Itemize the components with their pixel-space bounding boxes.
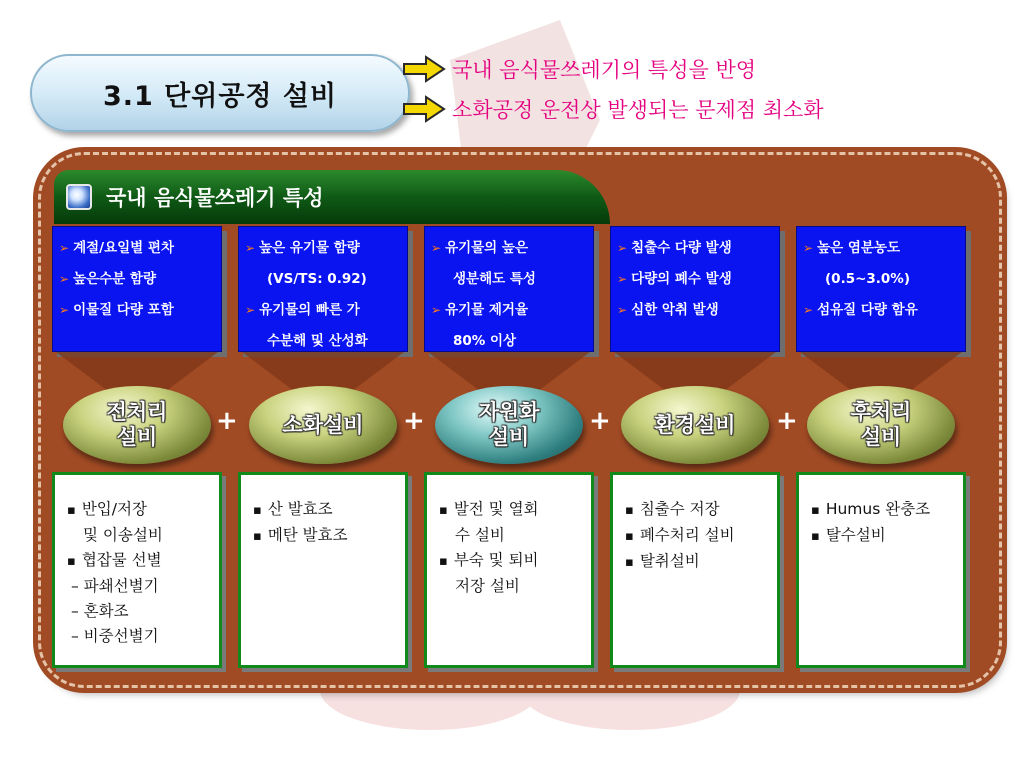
pointer-arrow-icon: ➢	[617, 272, 628, 286]
characteristic-text: 높은 염분농도	[817, 240, 901, 256]
process-label-line2: 설비	[860, 425, 902, 449]
equipment-item: ▪ 탈취설비	[625, 549, 767, 575]
pointer-arrow-icon: ➢	[59, 241, 70, 255]
characteristic-text: 다량의 폐수 발생	[631, 271, 732, 287]
characteristic-text: 생분해도 특성	[453, 271, 536, 287]
note-row-2	[402, 94, 824, 124]
equipment-item: – 비중선별기	[71, 627, 159, 645]
process-label-line1: 후처리	[850, 400, 912, 424]
characteristic-item	[617, 295, 773, 326]
characteristic-text: 수분해 및 산성화	[267, 333, 368, 349]
equipment-item: ▪ 탈수설비	[811, 523, 953, 549]
pointer-arrow-icon: ➢	[803, 241, 814, 255]
characteristic-text: 섬유질 다량 함유	[817, 302, 918, 318]
process-label-line1: 전처리	[106, 400, 168, 424]
equipment-item: ▪ 협잡물 선별	[67, 548, 209, 574]
characteristics-header-label: 국내 음식물쓰레기 특성	[106, 186, 324, 210]
equipment-box	[52, 472, 222, 668]
pointer-arrow-icon: ➢	[245, 241, 256, 255]
process-label	[654, 413, 735, 438]
characteristic-text: 심한 악취 발생	[631, 302, 719, 318]
note-text-2: 소화공정 운전상 발생되는 문제점 최소화	[452, 98, 824, 122]
characteristic-item	[431, 264, 587, 295]
equipment-item: – 파쇄선별기	[71, 577, 159, 595]
characteristic-item	[803, 233, 959, 264]
equipment-item: ▪ 발전 및 열회	[439, 497, 581, 523]
equipment-box	[238, 472, 408, 668]
characteristic-box	[238, 226, 408, 352]
pointer-arrow-icon: ➢	[431, 241, 442, 255]
characteristic-item	[617, 233, 773, 264]
characteristic-item	[431, 295, 587, 326]
characteristic-text: 유기물 제거율	[445, 302, 529, 318]
process-oval	[435, 386, 583, 464]
characteristic-text: 유기물의 높은	[445, 240, 529, 256]
characteristic-item	[431, 233, 587, 264]
equipment-item: 저장 설비	[455, 577, 520, 595]
process-label	[479, 400, 540, 450]
plus-sign: +	[216, 406, 238, 436]
equipment-box	[796, 472, 966, 668]
characteristic-text: (0.5~3.0%)	[825, 271, 911, 287]
characteristic-text: 계절/요일별 편차	[73, 240, 174, 256]
right-arrow-icon	[402, 95, 446, 123]
characteristic-box	[52, 226, 222, 352]
equipment-item: ▪ 부숙 및 퇴비	[439, 548, 581, 574]
characteristic-item	[59, 264, 215, 295]
plus-sign: +	[776, 406, 798, 436]
equipment-item: – 혼화조	[71, 602, 129, 620]
characteristic-item	[803, 295, 959, 326]
characteristic-text: 유기물의 빠른 가	[259, 302, 360, 318]
characteristic-item	[245, 295, 401, 326]
equipment-item: ▪ 반입/저장	[67, 497, 209, 523]
pointer-arrow-icon: ➢	[803, 303, 814, 317]
characteristic-text: (VS/TS: 0.92)	[267, 271, 367, 287]
characteristic-text: 높은 유기물 함량	[259, 240, 360, 256]
characteristic-text: 높은수분 함량	[73, 271, 157, 287]
note-text-1: 국내 음식물쓰레기의 특성을 반영	[452, 58, 757, 82]
characteristic-item	[245, 233, 401, 264]
process-label-line1: 자원화	[478, 400, 540, 424]
plus-sign: +	[403, 406, 425, 436]
process-label-line2: 설비	[116, 425, 158, 449]
pointer-arrow-icon: ➢	[617, 241, 628, 255]
equipment-item: ▪ 산 발효조	[253, 497, 395, 523]
characteristic-text: 이물질 다량 포함	[73, 302, 174, 318]
process-oval	[621, 386, 769, 464]
pointer-arrow-icon: ➢	[59, 272, 70, 286]
characteristic-item	[59, 295, 215, 326]
pointer-arrow-icon: ➢	[617, 303, 628, 317]
process-label-line1: 환경설비	[654, 412, 736, 437]
plus-sign: +	[589, 406, 611, 436]
process-label-line2: 설비	[488, 425, 530, 449]
equipment-item: 및 이송설비	[83, 526, 163, 544]
process-label	[851, 400, 912, 450]
characteristic-text: 침출수 다량 발생	[631, 240, 732, 256]
equipment-item: ▪ 폐수처리 설비	[625, 523, 767, 549]
characteristic-item	[59, 233, 215, 264]
process-oval	[249, 386, 397, 464]
pointer-arrow-icon: ➢	[59, 303, 70, 317]
characteristic-text: 80% 이상	[453, 333, 517, 349]
right-arrow-icon	[402, 55, 446, 83]
process-oval	[807, 386, 955, 464]
section-title: 3.1 단위공정 설비	[102, 80, 338, 112]
equipment-item: ▪ 침출수 저장	[625, 497, 767, 523]
characteristics-header	[54, 170, 610, 224]
pointer-arrow-icon: ➢	[431, 303, 442, 317]
equipment-item: ▪ Humus 완충조	[811, 497, 953, 523]
square-bullet-icon	[66, 184, 92, 210]
equipment-item: 수 설비	[455, 526, 505, 544]
characteristic-item	[245, 264, 401, 295]
process-label	[282, 413, 363, 438]
characteristic-item	[803, 264, 959, 295]
characteristic-box	[796, 226, 966, 352]
characteristic-box	[610, 226, 780, 352]
equipment-box	[610, 472, 780, 668]
characteristic-box	[424, 226, 594, 352]
note-row-1	[402, 54, 756, 84]
process-oval	[63, 386, 211, 464]
process-label-line1: 소화설비	[282, 412, 364, 437]
characteristic-item	[617, 264, 773, 295]
equipment-item: ▪ 메탄 발효조	[253, 523, 395, 549]
pointer-arrow-icon: ➢	[245, 303, 256, 317]
section-title-pill	[30, 54, 410, 132]
equipment-box	[424, 472, 594, 668]
process-label	[107, 400, 168, 450]
